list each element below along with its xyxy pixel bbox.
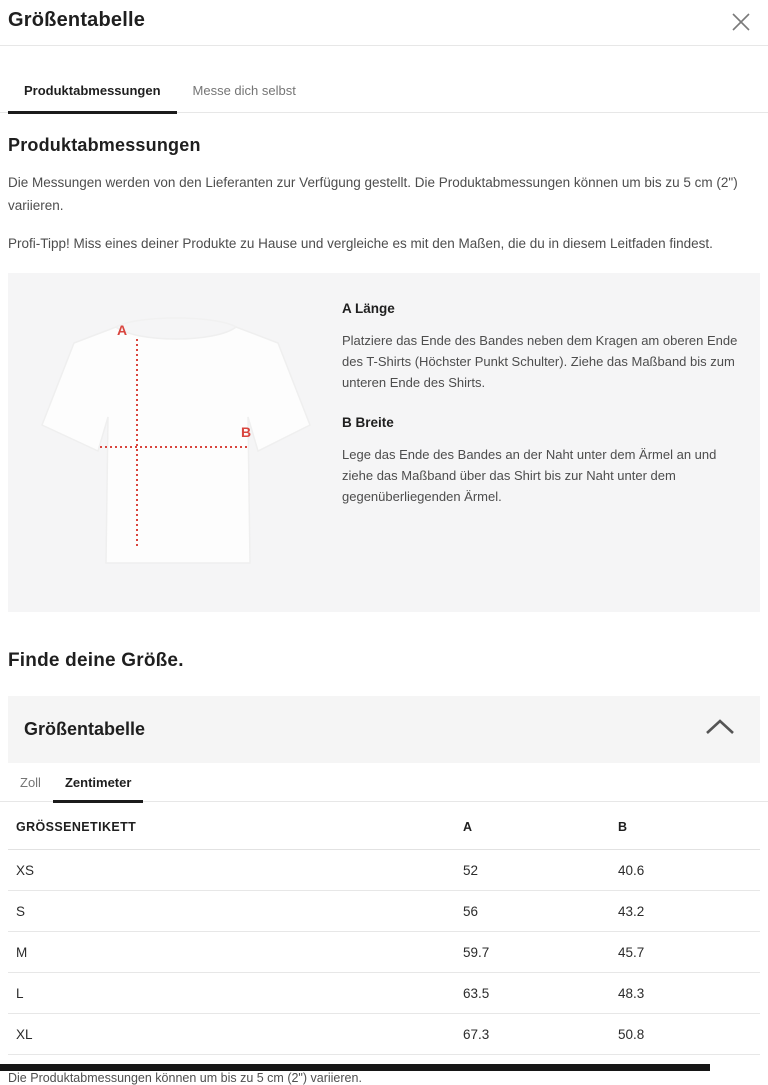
table-row [8,850,760,891]
col-header-size-label: GRÖSSENETIKETT [8,802,455,850]
size-cell: M [8,932,455,973]
tab-zentimeter[interactable]: Zentimeter [53,763,143,801]
measure-label-a: A [116,322,128,338]
size-table-header-row [8,802,760,850]
tab-produktabmessungen[interactable]: Produktabmessungen [8,73,177,112]
table-row [8,891,760,932]
a-cell: 52 [455,850,610,891]
section-tip-text: Profi-Tipp! Miss eines deiner Produkte zu Hause und vergleiche es mit den Maßen, die du in diesem Leitfaden findest. [8,236,713,251]
length-text: Platziere das Ende des Bandes neben dem Kragen am oberen Ende des T-Shirts (Höchster Punkt Schulter). Ziehe das Maßband bis zum unteren Ende des Shirts. [342,333,738,390]
measure-guide-box [8,273,760,612]
width-heading: B Breite [342,415,394,430]
tab-zoll[interactable]: Zoll [20,775,41,790]
size-table [8,802,760,1055]
b-cell: 50.8 [610,1014,760,1055]
measure-label-b: B [240,424,252,440]
table-row [8,973,760,1014]
tshirt-collar [116,318,236,327]
unit-tabs [0,763,768,802]
length-heading: A Länge [342,301,395,316]
modal-title: Größentabelle [8,9,146,31]
size-cell: XS [8,850,455,891]
section-heading: Produktabmessungen [8,135,201,155]
section-intro-text: Die Messungen werden von den Lieferanten zur Verfügung gestellt. Die Produktabmessungen können um bis zu 5 cm (2") variieren. [8,175,738,213]
size-chart-title: Größentabelle [24,719,146,739]
find-size-heading: Finde deine Größe. [8,650,184,671]
b-cell: 48.3 [610,973,760,1014]
close-icon[interactable] [730,11,752,33]
width-text: Lege das Ende des Bandes an der Naht unter dem Ärmel an und ziehe das Maßband über das Shirt bis zur Naht unter dem gegenüberliegenden Ärmel. [342,447,717,504]
size-chart-accordion-header[interactable] [8,696,760,763]
a-cell: 59.7 [455,932,610,973]
table-footnote: Die Produktabmessungen können um bis zu 5 cm (2") variieren. [8,1071,362,1085]
tab-messe-dich-selbst[interactable]: Messe dich selbst [192,83,296,98]
b-cell: 40.6 [610,850,760,891]
table-row [8,1014,760,1055]
modal-header [0,0,768,46]
a-cell: 63.5 [455,973,610,1014]
tshirt-shape [42,327,310,563]
col-header-b: B [610,802,760,850]
b-cell: 43.2 [610,891,760,932]
measure-instructions [328,287,746,588]
tshirt-diagram [12,287,328,588]
product-dimensions-section [0,135,768,255]
size-cell: L [8,973,455,1014]
tshirt-illustration-svg [12,287,324,583]
a-cell: 56 [455,891,610,932]
chevron-up-icon[interactable] [704,718,736,741]
size-cell: S [8,891,455,932]
bottom-button-edge[interactable] [0,1064,710,1071]
a-cell: 67.3 [455,1014,610,1055]
size-cell: XL [8,1014,455,1055]
b-cell: 45.7 [610,932,760,973]
col-header-a: A [455,802,610,850]
main-tabs [0,73,768,113]
table-row [8,932,760,973]
